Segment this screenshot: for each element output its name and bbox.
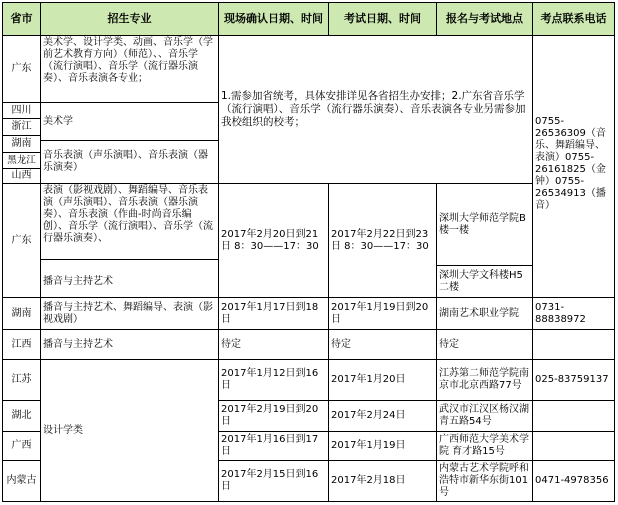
contact-phone-cell: [533, 401, 614, 432]
exam-date-cell: 2017年1月19日到20日: [329, 298, 437, 330]
contact-phone-cell: [533, 330, 614, 360]
confirm-date-cell: 2017年2月19日到20日: [219, 401, 329, 432]
major-cell: 美术学: [41, 103, 219, 141]
major-cell: 美术学、设计学类、动画、音乐学（学前艺术教育方向）（师范）、、音乐学（流行演唱）、音乐学（流行器乐演奏）、音乐表演各专业；: [41, 36, 219, 103]
province-cell: 内蒙古: [3, 461, 41, 501]
location-cell: 深圳大学师范学院B楼一楼: [437, 184, 533, 266]
contact-phone-cell: 0755-26536309（音乐、舞蹈编导、表演）0755-26161825（金钟）0755-26534913（播音）: [533, 36, 614, 298]
header-location: 报名与考试地点: [437, 3, 533, 36]
province-cell: 黑龙江: [3, 153, 41, 169]
header-province: 省市: [3, 3, 41, 36]
notice-cell: 1.需参加省统考，具体安排详见各省招生办安排；2.广东省音乐学（流行演唱）、音乐学（流行器乐演奏）、音乐表演各专业另需参加我校组织的校考；: [219, 36, 533, 184]
exam-date-cell: 2017年1月19日: [329, 432, 437, 461]
confirm-date-cell: 待定: [219, 330, 329, 360]
contact-phone-cell: 0731-88838972: [533, 298, 614, 330]
location-cell: 广西师范大学美术学院 育才路15号: [437, 432, 533, 461]
province-cell: 江西: [3, 330, 41, 360]
exam-date-cell: 待定: [329, 330, 437, 360]
province-cell: 广东: [3, 184, 41, 298]
major-cell: 播音与主持艺术: [41, 330, 219, 360]
contact-phone-cell: 025-83759137: [533, 360, 614, 401]
major-cell: 播音与主持艺术、舞蹈编导、表演（影视戏剧）: [41, 298, 219, 330]
province-cell: 广西: [3, 432, 41, 461]
exam-date-cell: 2017年2月24日: [329, 401, 437, 432]
header-confirm-date: 现场确认日期、时间: [219, 3, 329, 36]
location-cell: 江苏第二师范学院南京市北京西路77号: [437, 360, 533, 401]
exam-date-cell: 2017年2月22日到23日 8：30——17：30: [329, 184, 437, 298]
major-cell: 播音与主持艺术: [41, 260, 219, 298]
province-cell: 湖北: [3, 401, 41, 432]
location-cell: 湖南艺术职业学院: [437, 298, 533, 330]
major-cell: 表演（影视戏剧）、舞蹈编导、音乐表演（声乐演唱）、音乐表演（器乐演奏）、音乐表演（作曲-时尚音乐编创）、音乐学（流行演唱）、音乐学（流行器乐演奏）、: [41, 184, 219, 260]
confirm-date-cell: 2017年1月16日到17日: [219, 432, 329, 461]
confirm-date-cell: 2017年1月17日到18日: [219, 298, 329, 330]
contact-phone-cell: 0471-4978356: [535, 475, 609, 486]
location-cell: 待定: [437, 330, 533, 360]
province-cell: 广东: [3, 36, 41, 103]
confirm-date-cell: 2017年2月15日到16日: [219, 461, 329, 501]
header-phone: 考点联系电话: [533, 3, 614, 36]
major-cell: 设计学类: [41, 360, 219, 501]
province-cell: 湖南: [3, 136, 41, 153]
exam-date-cell: 2017年1月20日: [329, 360, 437, 401]
location-cell: 武汉市江汉区杨汉湖青五路54号: [437, 401, 533, 432]
exam-date-cell: 2017年2月18日: [329, 461, 437, 501]
location-cell: 深圳大学文科楼H5二楼: [437, 266, 533, 298]
province-cell: 四川: [3, 103, 41, 119]
confirm-date-cell: 2017年2月20日到21日 8：30——17：30: [219, 184, 329, 298]
province-cell: 浙江: [3, 119, 41, 136]
header-exam-date: 考试日期、时间: [329, 3, 437, 36]
province-cell: 湖南: [3, 298, 41, 330]
major-cell: 音乐表演（声乐演唱）、音乐表演（器乐演奏）: [41, 141, 219, 184]
admissions-table: [2, 2, 615, 502]
location-cell: 内蒙古艺术学院呼和浩特市新华东街101号: [437, 461, 533, 501]
province-cell: 江苏: [3, 360, 41, 401]
confirm-date-cell: 2017年1月12日到16日: [219, 360, 329, 401]
header-major: 招生专业: [41, 3, 219, 36]
contact-phone-cell: [533, 432, 614, 461]
province-cell: 山西: [3, 169, 41, 184]
